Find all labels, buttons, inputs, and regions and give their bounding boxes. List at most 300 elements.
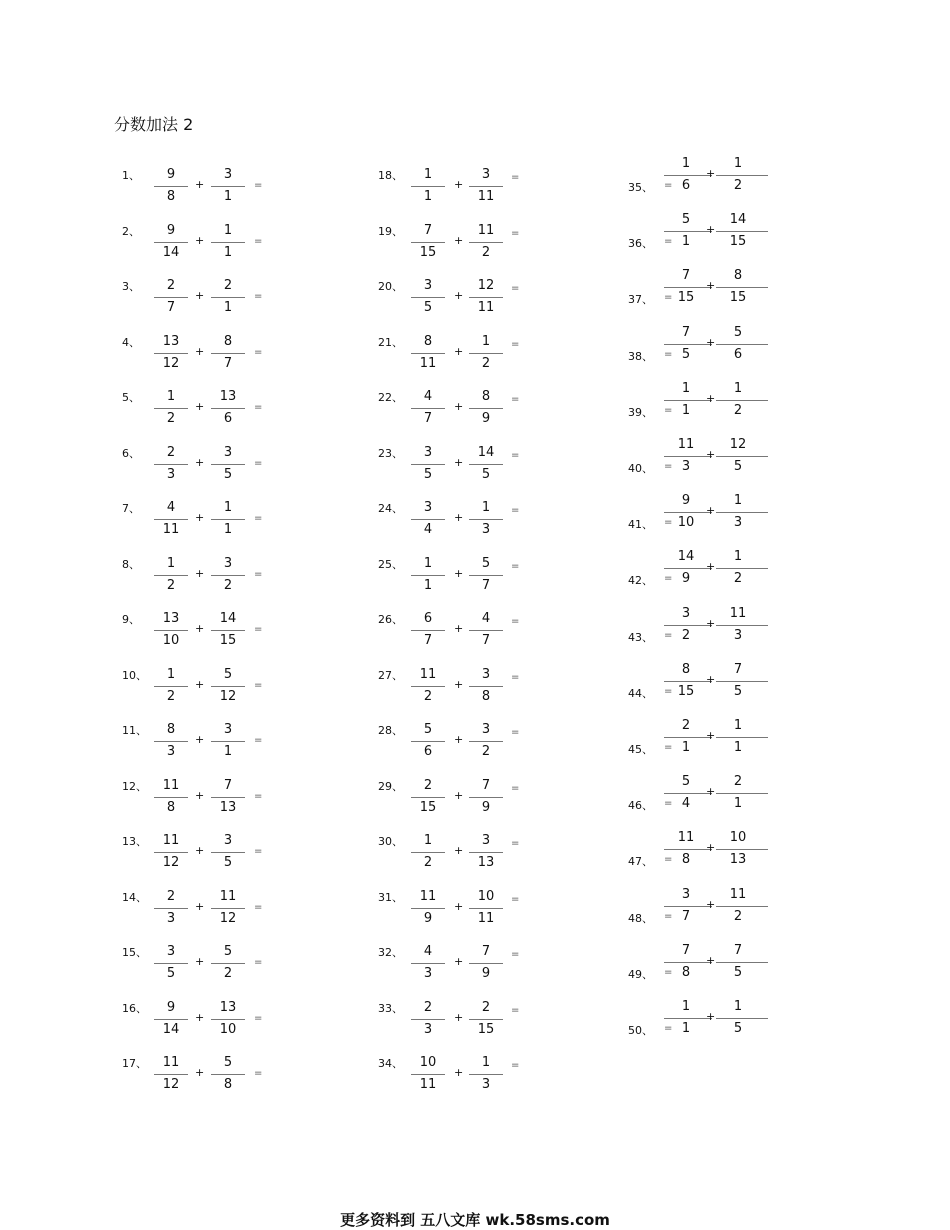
numerator: 3 bbox=[223, 722, 233, 737]
fraction-bar bbox=[211, 908, 245, 909]
fraction-bar bbox=[154, 242, 188, 243]
numerator: 11 bbox=[729, 605, 747, 621]
numerator: 1 bbox=[733, 380, 743, 396]
fraction-bar bbox=[211, 852, 245, 853]
denominator: 12 bbox=[162, 1077, 180, 1092]
numerator: 5 bbox=[223, 1055, 233, 1070]
problem-item bbox=[628, 718, 868, 778]
numerator: 13 bbox=[162, 611, 180, 626]
numerator: 4 bbox=[166, 500, 176, 515]
equals-sign: = bbox=[511, 338, 520, 350]
numerator: 7 bbox=[481, 944, 491, 959]
fraction-bar bbox=[411, 464, 445, 465]
problem-number: 37、 bbox=[628, 293, 653, 307]
plus-sign: + bbox=[706, 841, 716, 855]
plus-sign: + bbox=[706, 448, 716, 461]
fraction-bar bbox=[211, 630, 245, 631]
equals-sign: = bbox=[664, 517, 673, 529]
problem-item bbox=[378, 777, 618, 837]
problem-item bbox=[378, 1054, 618, 1114]
fraction-bar bbox=[716, 344, 768, 345]
numerator: 13 bbox=[162, 333, 180, 349]
problem-number: 3、 bbox=[122, 280, 140, 293]
fraction-bar bbox=[469, 1074, 503, 1075]
numerator: 1 bbox=[681, 156, 691, 171]
numerator: 8 bbox=[223, 333, 233, 349]
plus-sign: + bbox=[706, 785, 716, 799]
numerator: 1 bbox=[733, 156, 743, 171]
problem-item bbox=[628, 212, 868, 272]
denominator: 15 bbox=[677, 683, 695, 699]
problem-item bbox=[122, 666, 362, 726]
numerator: 1 bbox=[423, 555, 433, 571]
problem-number: 31、 bbox=[378, 890, 403, 904]
plus-sign: + bbox=[454, 844, 464, 857]
numerator: 4 bbox=[481, 611, 491, 626]
equals-sign: = bbox=[254, 457, 263, 469]
numerator: 7 bbox=[681, 324, 691, 340]
fraction-bar bbox=[411, 242, 445, 243]
equals-sign: = bbox=[254, 180, 263, 191]
numerator: 2 bbox=[423, 999, 433, 1015]
fraction-bar bbox=[469, 630, 503, 631]
numerator: 5 bbox=[681, 774, 691, 790]
equals-sign: = bbox=[254, 402, 263, 413]
problem-number: 1、 bbox=[122, 169, 140, 182]
problem-item bbox=[378, 721, 618, 781]
problem-item bbox=[628, 662, 868, 722]
fraction-bar bbox=[716, 456, 768, 457]
numerator: 2 bbox=[681, 718, 691, 733]
numerator: 13 bbox=[219, 999, 237, 1015]
fraction-bar bbox=[716, 625, 768, 626]
denominator: 13 bbox=[729, 852, 747, 868]
denominator: 9 bbox=[481, 966, 491, 981]
numerator: 14 bbox=[477, 444, 495, 460]
problem-item bbox=[122, 444, 362, 504]
denominator: 1 bbox=[223, 522, 233, 537]
equals-sign: = bbox=[511, 838, 520, 849]
fraction-bar bbox=[716, 568, 768, 569]
problem-number: 20、 bbox=[378, 280, 403, 293]
denominator: 7 bbox=[166, 300, 176, 315]
problem-item bbox=[378, 666, 618, 726]
numerator: 2 bbox=[166, 444, 176, 460]
fraction-bar bbox=[664, 568, 712, 569]
problem-number: 48、 bbox=[628, 911, 653, 925]
denominator: 5 bbox=[733, 683, 743, 699]
fraction-bar bbox=[469, 963, 503, 964]
denominator: 12 bbox=[219, 688, 237, 704]
fraction-bar bbox=[469, 1019, 503, 1020]
problem-number: 32、 bbox=[378, 946, 403, 959]
fraction-bar bbox=[469, 686, 503, 687]
numerator: 11 bbox=[162, 1055, 180, 1070]
fraction-bar bbox=[664, 175, 712, 176]
fraction-bar bbox=[211, 186, 245, 187]
numerator: 1 bbox=[223, 222, 233, 238]
equals-sign: = bbox=[254, 790, 263, 802]
equals-sign: = bbox=[664, 573, 673, 585]
fraction-bar bbox=[469, 797, 503, 798]
equals-sign: = bbox=[664, 742, 673, 753]
fraction-bar bbox=[411, 963, 445, 964]
plus-sign: + bbox=[195, 733, 205, 746]
problem-item bbox=[378, 499, 618, 559]
plus-sign: + bbox=[454, 733, 464, 746]
fraction-bar bbox=[469, 408, 503, 409]
denominator: 11 bbox=[477, 300, 495, 315]
numerator: 14 bbox=[677, 549, 695, 565]
denominator: 3 bbox=[733, 515, 743, 531]
denominator: 4 bbox=[681, 796, 691, 812]
denominator: 5 bbox=[423, 466, 433, 482]
fraction-bar bbox=[154, 963, 188, 964]
equals-sign: = bbox=[511, 394, 520, 405]
plus-sign: + bbox=[195, 788, 205, 802]
fraction-bar bbox=[411, 353, 445, 354]
fraction-bar bbox=[664, 1018, 712, 1019]
equals-sign: = bbox=[511, 172, 520, 183]
fraction-bar bbox=[411, 1019, 445, 1020]
problem-item bbox=[378, 444, 618, 504]
fraction-bar bbox=[469, 297, 503, 298]
numerator: 1 bbox=[481, 500, 491, 515]
fraction-bar bbox=[154, 408, 188, 409]
equals-sign: = bbox=[254, 291, 263, 302]
denominator: 10 bbox=[219, 1021, 237, 1037]
problem-number: 30、 bbox=[378, 835, 403, 848]
equals-sign: = bbox=[664, 966, 673, 978]
numerator: 7 bbox=[681, 942, 691, 958]
problem-number: 49、 bbox=[628, 967, 653, 981]
equals-sign: = bbox=[254, 1012, 263, 1024]
problem-item bbox=[122, 721, 362, 781]
fraction-bar bbox=[411, 1074, 445, 1075]
fraction-bar bbox=[469, 519, 503, 520]
plus-sign: + bbox=[706, 1010, 716, 1023]
problem-number: 12、 bbox=[122, 779, 147, 793]
denominator: 7 bbox=[223, 355, 233, 371]
equals-sign: = bbox=[664, 798, 673, 810]
denominator: 2 bbox=[423, 688, 433, 704]
denominator: 1 bbox=[223, 300, 233, 315]
fraction-bar bbox=[469, 242, 503, 243]
problem-number: 21、 bbox=[378, 335, 403, 349]
plus-sign: + bbox=[454, 178, 464, 191]
problem-number: 25、 bbox=[378, 557, 403, 571]
numerator: 7 bbox=[733, 942, 743, 958]
denominator: 1 bbox=[423, 577, 433, 593]
problem-number: 40、 bbox=[628, 462, 653, 475]
numerator: 11 bbox=[419, 666, 437, 682]
equals-sign: = bbox=[254, 235, 263, 247]
numerator: 1 bbox=[166, 389, 176, 404]
denominator: 7 bbox=[681, 908, 691, 924]
numerator: 3 bbox=[481, 167, 491, 182]
numerator: 13 bbox=[219, 389, 237, 404]
problem-item bbox=[122, 166, 362, 226]
numerator: 12 bbox=[477, 278, 495, 293]
problem-number: 6、 bbox=[122, 446, 140, 460]
numerator: 3 bbox=[223, 167, 233, 182]
equals-sign: = bbox=[511, 893, 520, 905]
denominator: 5 bbox=[223, 855, 233, 870]
problem-number: 18、 bbox=[378, 169, 403, 182]
plus-sign: + bbox=[195, 455, 205, 469]
fraction-bar bbox=[211, 575, 245, 576]
problem-item bbox=[628, 268, 868, 328]
fraction-bar bbox=[154, 630, 188, 631]
plus-sign: + bbox=[706, 223, 716, 237]
problem-number: 8、 bbox=[122, 557, 140, 571]
denominator: 2 bbox=[423, 855, 433, 870]
equals-sign: = bbox=[664, 180, 673, 191]
denominator: 5 bbox=[733, 1021, 743, 1036]
plus-sign: + bbox=[195, 955, 205, 968]
equals-sign: = bbox=[511, 505, 520, 516]
fraction-bar bbox=[664, 400, 712, 401]
fraction-bar bbox=[716, 512, 768, 513]
denominator: 10 bbox=[677, 515, 695, 531]
problem-number: 11、 bbox=[122, 724, 147, 737]
denominator: 3 bbox=[481, 522, 491, 537]
problem-item bbox=[122, 222, 362, 282]
denominator: 9 bbox=[681, 571, 691, 587]
problem-item bbox=[122, 333, 362, 393]
numerator: 5 bbox=[681, 212, 691, 228]
problem-item bbox=[628, 999, 868, 1059]
denominator: 6 bbox=[681, 178, 691, 193]
numerator: 9 bbox=[166, 222, 176, 238]
equals-sign: = bbox=[254, 901, 263, 913]
fraction-bar bbox=[664, 512, 712, 513]
numerator: 2 bbox=[166, 888, 176, 904]
denominator: 3 bbox=[423, 966, 433, 981]
denominator: 8 bbox=[223, 1077, 233, 1092]
denominator: 5 bbox=[423, 300, 433, 315]
plus-sign: + bbox=[454, 511, 464, 524]
denominator: 15 bbox=[219, 633, 237, 648]
equals-sign: = bbox=[664, 629, 673, 641]
numerator: 1 bbox=[733, 493, 743, 509]
problem-number: 41、 bbox=[628, 518, 653, 532]
denominator: 13 bbox=[477, 855, 495, 870]
fraction-bar bbox=[411, 408, 445, 409]
plus-sign: + bbox=[454, 622, 464, 635]
fraction-bar bbox=[211, 963, 245, 964]
fraction-bar bbox=[211, 686, 245, 687]
denominator: 6 bbox=[733, 346, 743, 362]
problem-number: 38、 bbox=[628, 349, 653, 363]
fraction-bar bbox=[664, 906, 712, 907]
problem-number: 16、 bbox=[122, 1001, 147, 1015]
denominator: 2 bbox=[481, 355, 491, 371]
equals-sign: = bbox=[664, 1023, 673, 1034]
problem-item bbox=[378, 999, 618, 1059]
fraction-bar bbox=[664, 681, 712, 682]
equals-sign: = bbox=[254, 735, 263, 746]
fraction-bar bbox=[716, 400, 768, 401]
problem-number: 45、 bbox=[628, 743, 653, 756]
equals-sign: = bbox=[664, 236, 673, 248]
problem-item bbox=[378, 610, 618, 670]
problem-number: 17、 bbox=[122, 1057, 147, 1070]
fraction-bar bbox=[211, 1074, 245, 1075]
denominator: 3 bbox=[733, 627, 743, 643]
denominator: 7 bbox=[423, 411, 433, 426]
fraction-bar bbox=[716, 681, 768, 682]
plus-sign: + bbox=[706, 897, 716, 911]
numerator: 2 bbox=[423, 777, 433, 793]
problem-item bbox=[628, 437, 868, 497]
denominator: 11 bbox=[162, 522, 180, 537]
fraction-bar bbox=[469, 852, 503, 853]
numerator: 5 bbox=[733, 324, 743, 340]
plus-sign: + bbox=[454, 899, 464, 913]
denominator: 5 bbox=[733, 459, 743, 474]
numerator: 7 bbox=[481, 777, 491, 793]
fraction-bar bbox=[154, 519, 188, 520]
denominator: 3 bbox=[681, 459, 691, 474]
problem-item bbox=[378, 277, 618, 337]
denominator: 15 bbox=[729, 290, 747, 306]
numerator: 8 bbox=[681, 661, 691, 677]
page-title: 分数加法 2 bbox=[114, 115, 194, 134]
plus-sign: + bbox=[195, 899, 205, 913]
problem-number: 35、 bbox=[628, 181, 653, 194]
fraction-bar bbox=[411, 797, 445, 798]
denominator: 5 bbox=[166, 966, 176, 981]
numerator: 8 bbox=[166, 722, 176, 737]
equals-sign: = bbox=[511, 671, 520, 683]
denominator: 7 bbox=[481, 577, 491, 593]
fraction-bar bbox=[411, 519, 445, 520]
denominator: 2 bbox=[481, 244, 491, 260]
plus-sign: + bbox=[195, 1010, 205, 1024]
plus-sign: + bbox=[195, 344, 205, 358]
problem-item bbox=[122, 888, 362, 948]
plus-sign: + bbox=[706, 672, 716, 686]
fraction-bar bbox=[154, 852, 188, 853]
fraction-bar bbox=[211, 519, 245, 520]
problem-item bbox=[122, 499, 362, 559]
fraction-bar bbox=[411, 297, 445, 298]
denominator: 2 bbox=[166, 688, 176, 704]
fraction-bar bbox=[716, 737, 768, 738]
problem-number: 24、 bbox=[378, 502, 403, 515]
denominator: 6 bbox=[423, 744, 433, 759]
problem-item bbox=[378, 333, 618, 393]
fraction-bar bbox=[411, 630, 445, 631]
problem-number: 10、 bbox=[122, 668, 147, 682]
plus-sign: + bbox=[706, 167, 716, 180]
numerator: 7 bbox=[733, 661, 743, 677]
problem-item bbox=[378, 888, 618, 948]
fraction-bar bbox=[411, 686, 445, 687]
fraction-bar bbox=[154, 797, 188, 798]
fraction-bar bbox=[211, 464, 245, 465]
numerator: 1 bbox=[681, 380, 691, 396]
denominator: 1 bbox=[223, 744, 233, 759]
fraction-bar bbox=[469, 741, 503, 742]
equals-sign: = bbox=[254, 346, 263, 358]
plus-sign: + bbox=[706, 391, 716, 405]
fraction-bar bbox=[716, 793, 768, 794]
numerator: 12 bbox=[729, 437, 747, 452]
problem-number: 42、 bbox=[628, 574, 653, 588]
problem-number: 46、 bbox=[628, 799, 653, 813]
denominator: 2 bbox=[733, 178, 743, 193]
numerator: 1 bbox=[223, 500, 233, 515]
denominator: 15 bbox=[419, 799, 437, 815]
problem-number: 7、 bbox=[122, 502, 140, 515]
numerator: 11 bbox=[677, 437, 695, 452]
fraction-bar bbox=[211, 242, 245, 243]
numerator: 3 bbox=[681, 886, 691, 902]
denominator: 9 bbox=[481, 411, 491, 426]
problem-item bbox=[628, 943, 868, 1003]
fraction-bar bbox=[211, 297, 245, 298]
denominator: 13 bbox=[219, 799, 237, 815]
problem-number: 44、 bbox=[628, 686, 653, 700]
problem-number: 22、 bbox=[378, 391, 403, 404]
denominator: 9 bbox=[423, 910, 433, 926]
plus-sign: + bbox=[454, 1010, 464, 1024]
denominator: 12 bbox=[219, 910, 237, 926]
equals-sign: = bbox=[254, 846, 263, 857]
numerator: 5 bbox=[481, 555, 491, 571]
fraction-bar bbox=[469, 464, 503, 465]
problem-number: 39、 bbox=[628, 405, 653, 419]
numerator: 3 bbox=[481, 833, 491, 848]
denominator: 2 bbox=[733, 571, 743, 587]
fraction-bar bbox=[469, 908, 503, 909]
plus-sign: + bbox=[454, 677, 464, 691]
fraction-bar bbox=[154, 686, 188, 687]
denominator: 3 bbox=[423, 1021, 433, 1037]
problem-item bbox=[122, 832, 362, 892]
numerator: 11 bbox=[419, 888, 437, 904]
numerator: 11 bbox=[162, 833, 180, 848]
problem-item bbox=[122, 555, 362, 615]
problem-number: 5、 bbox=[122, 391, 140, 404]
denominator: 1 bbox=[223, 189, 233, 204]
plus-sign: + bbox=[195, 400, 205, 413]
numerator: 3 bbox=[223, 833, 233, 848]
denominator: 5 bbox=[223, 466, 233, 482]
problem-number: 29、 bbox=[378, 779, 403, 793]
fraction-bar bbox=[154, 297, 188, 298]
denominator: 1 bbox=[681, 402, 691, 418]
fraction-bar bbox=[411, 908, 445, 909]
equals-sign: = bbox=[511, 949, 520, 960]
plus-sign: + bbox=[454, 233, 464, 247]
equals-sign: = bbox=[254, 624, 263, 635]
numerator: 3 bbox=[423, 278, 433, 293]
problem-number: 43、 bbox=[628, 630, 653, 644]
fraction-bar bbox=[469, 186, 503, 187]
fraction-bar bbox=[154, 908, 188, 909]
denominator: 3 bbox=[166, 466, 176, 482]
equals-sign: = bbox=[254, 957, 263, 968]
numerator: 4 bbox=[423, 944, 433, 959]
fraction-bar bbox=[716, 906, 768, 907]
problem-number: 33、 bbox=[378, 1001, 403, 1015]
denominator: 11 bbox=[419, 1077, 437, 1092]
denominator: 15 bbox=[477, 1021, 495, 1037]
problem-item bbox=[378, 555, 618, 615]
